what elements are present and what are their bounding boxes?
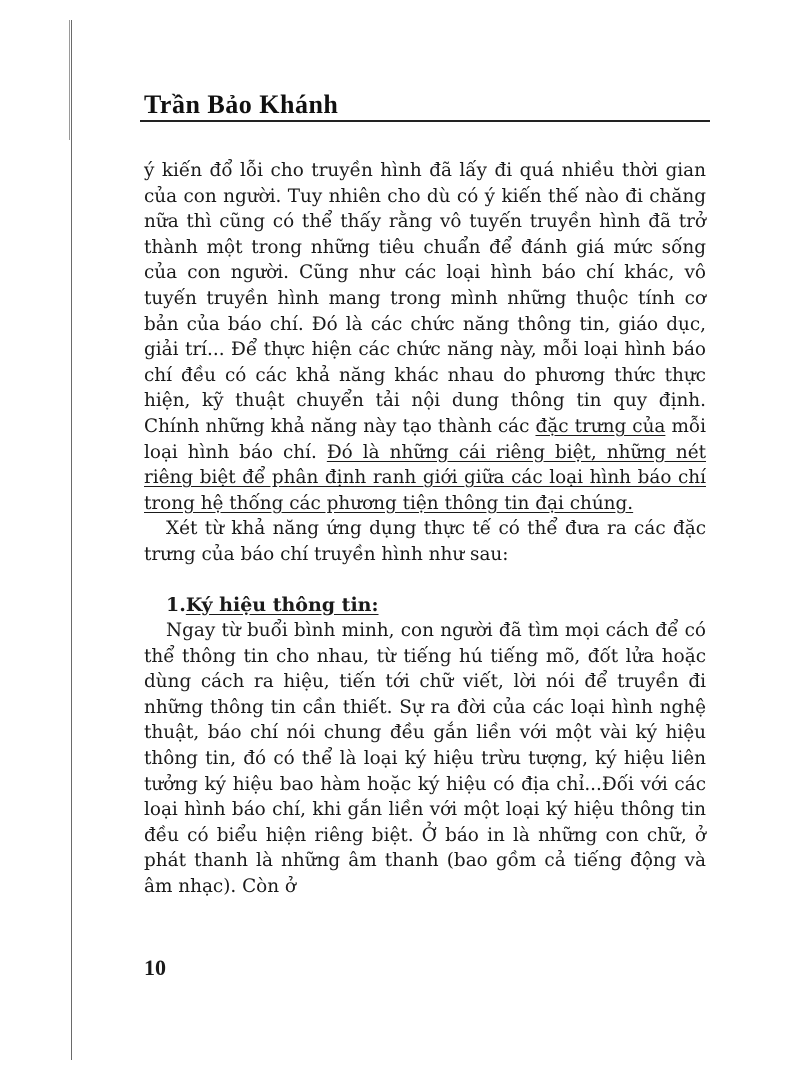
body-text — [144, 158, 706, 900]
section-heading — [166, 593, 706, 619]
page-number: 10 — [144, 955, 166, 980]
section-title: Ký hiệu thông tin: — [185, 593, 379, 616]
underlined-phrase-2: Đó là những cái riêng biệt, những nét riêng biệt để phân định ranh giới giữa các loại hình báo chí trong hệ thống các phương tiện thông tin đại chúng. — [144, 441, 707, 514]
header-rule — [140, 120, 710, 122]
binding-line-secondary — [69, 20, 70, 140]
section-number: 1. — [166, 593, 186, 616]
running-header-author: Trần Bảo Khánh — [144, 90, 339, 119]
paragraph-1-mid: mỗi loại hình báo chí. — [144, 415, 707, 463]
paragraph-1-text: ý kiến đổ lỗi cho truyền hình đã lấy đi quá nhiều thời gian của con người. Tuy nhiên cho dù có ý kiến thế nào đi chăng nữa thì cũng có thể thấy rằng vô tuyến truyền hình đã trở thành một trong những tiêu chuẩn để đánh giá mức sống của con người. Cũng như các loại hình báo chí khác, vô tuyến truyền hình mang trong mình những thuộc tính cơ bản của báo chí. Đó là các chức năng thông tin, giáo dục, giải trí... Để thực hiện các chức năng này, mỗi loại hình báo chí đều có các khả năng khác nhau do phương thức thực hiện, kỹ thuật chuyển tải nội dung thông tin quy định. Chính những khả năng này tạo thành các — [144, 160, 706, 437]
paragraph-2: Xét từ khả năng ứng dụng thực tế có thể đưa ra các đặc trưng của báo chí truyền hình như sau: — [144, 518, 706, 565]
underlined-phrase-1: đặc trưng của — [535, 415, 666, 437]
paragraph-3: Ngay từ buổi bình minh, con người đã tìm mọi cách để có thể thông tin cho nhau, từ tiếng hú tiếng mõ, đốt lửa hoặc dùng cách ra hiệu, tiến tới chữ viết, lời nói để truyền đi những thông tin cần thiết. Sự ra đời của các loại hình nghệ thuật, báo chí nói chung đều gắn liền với một vài ký hiệu thông tin, đó có thể là loại ký hiệu trừu tượng, ký hiệu liên tưởng ký hiệu bao hàm hoặc ký hiệu có địa chỉ...Đối với các loại hình báo chí, khi gắn liền với một loại ký hiệu thông tin đều có biểu hiện riêng biệt. Ở báo in là những con chữ, ở phát thanh là những âm thanh (bao gồm cả tiếng động và âm nhạc). Còn ở — [144, 620, 706, 898]
paragraph-1 — [144, 158, 706, 516]
binding-line — [71, 20, 72, 1060]
